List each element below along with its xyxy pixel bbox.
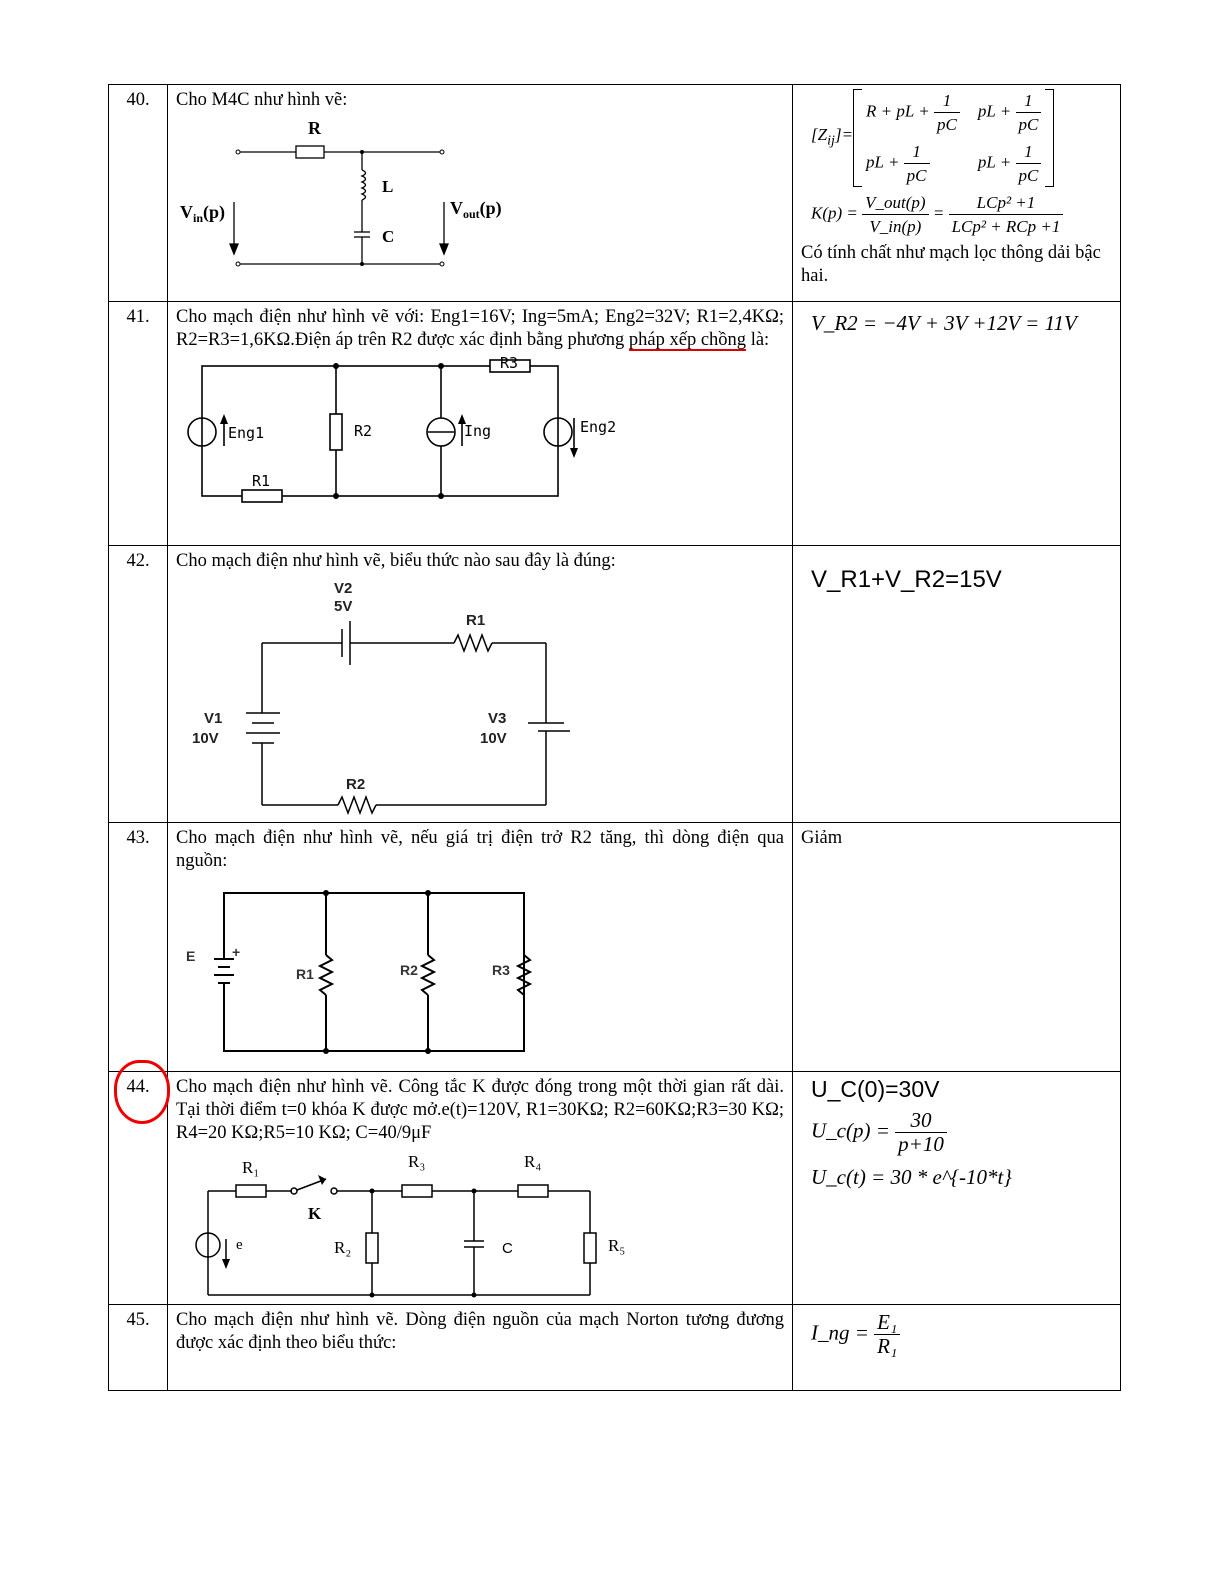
question-row-44 [109,1072,1121,1305]
label-r2: R2 [400,962,418,978]
label-C: C [382,227,395,246]
question-cell [168,823,793,1072]
answer-note: Có tính chất như mạch lọc thông dải bậc hai. [801,243,1101,286]
label-r2: R2 [354,422,373,440]
circuit-diagram-40 [176,116,536,276]
question-number: 40. [109,85,168,302]
label-r2: R2 [346,776,366,793]
question-number: 45. [109,1305,168,1391]
question-text: Cho mạch điện như hình vẽ. Công tắc K được đóng trong một thời gian rất dài. Tại thời điểm t=0 khóa K được mở.e(t)=120V, R1=30KΩ; R2=60KΩ;R3=30 KΩ; R4=20 KΩ;R5=10 KΩ; C=40/9μF [176,1077,784,1143]
question-cell [168,1305,793,1391]
question-row-40 [109,85,1121,302]
circuit-diagram-43 [176,877,576,1057]
answer-uct: U_c(t) = 30 * e^{-10*t} [811,1165,1012,1189]
label-R: R [308,118,321,138]
question-row-41 [109,302,1121,546]
label-vout: $V_{out}(p)$ [450,198,502,221]
question-text: Cho M4C như hình vẽ: [176,90,348,110]
label-r4: R₄ [524,1152,542,1171]
question-text: Cho mạch điện như hình vẽ, nếu giá trị điện trở R2 tăng, thì dòng điện qua nguồn: [176,828,784,871]
label-v2-value: 5V [334,598,353,615]
label-v2: V2 [334,580,353,597]
question-text: Cho mạch điện như hình vẽ với: Eng1=16V; Ing=5mA; Eng2=32V; R1=2,4KΩ; R2=R3=1,6KΩ.Điện áp trên R2 được xác định bằng phương pháp xếp chồng là: [176,307,784,350]
question-text: Cho mạch điện như hình vẽ. Dòng điện nguồn của mạch Norton tương đương được xác định theo biểu thức: [176,1310,784,1353]
answer-cell [793,85,1121,302]
label-r1: R1 [296,966,314,982]
question-cell [168,302,793,546]
label-ing: Ing [464,422,492,440]
label-r3: R3 [492,962,510,978]
label-e: E [186,948,196,964]
answer-formula: V_R1+V_R2=15V [811,566,1002,593]
answer-ucp: U_c(p) = $\frac{30}{p+10}$ [811,1109,1112,1156]
label-plus: + [232,944,241,960]
label-L: L [382,177,394,196]
question-row-42 [109,546,1121,823]
answer-cell [793,1072,1121,1305]
circuit-diagram-44 [176,1149,636,1299]
circuit-diagram-42 [176,577,596,807]
circuit-diagram-41 [176,354,617,506]
question-row-43 [109,823,1121,1072]
question-number: 43. [109,823,168,1072]
answer-cell [793,1305,1121,1391]
answer-cell [793,546,1121,823]
answer-cell [793,823,1121,1072]
label-vin: $V_{in}(p)$ [180,202,226,225]
question-text: Cho mạch điện như hình vẽ, biểu thức nào sau đây là đúng: [176,551,616,571]
label-v3-value: 10V [480,730,507,747]
label-eng2: Eng2 [580,418,617,436]
matrix-body: R + pL + $\frac{1}{pC}$ pL + $\frac{1}{pC}$ pL + $\frac{1}{pC}$ pL + $\frac{1}{pC}$ [862,89,1045,187]
matrix-bracket-right [1045,89,1054,187]
transfer-function: K(p) = $\frac{\text{V\_out(p)}}{V\_in(p)}$ = $\frac{\text{LCp² +1}}{\text{LCp² + RCp +1}}$ [811,191,1112,238]
question-number: 42. [109,546,168,823]
label-v1-value: 10V [192,730,219,747]
impedance-matrix [811,89,1054,187]
label-v1: V1 [204,710,223,727]
label-r3: R₃ [408,1152,426,1171]
answer-uc0: U_C(0)=30V [811,1076,940,1102]
label-r3: R3 [500,354,519,372]
label-r2: R₂ [334,1238,352,1257]
question-cell [168,85,793,302]
label-r1: R1 [466,612,486,629]
question-row-45 [109,1305,1121,1391]
matrix-bracket-left [853,89,862,187]
question-table [108,84,1121,1391]
answer-text: Giảm [801,828,843,848]
answer-formula: I_ng = $\frac{\text{E₁}}{\text{R₁}}$ [811,1311,1112,1358]
label-e: e [236,1237,243,1253]
label-c: C [502,1240,513,1257]
underlined-phrase: pháp xếp chồng [628,330,747,350]
answer-formula: V_R2 = −4V + 3V +12V = 11V [811,311,1077,335]
question-cell [168,1072,793,1305]
answer-cell [793,302,1121,546]
label-r1: R₁ [242,1158,260,1177]
red-circle-annotation [114,1060,170,1124]
question-cell [168,546,793,823]
label-k: K [308,1204,322,1223]
label-r5: R₅ [608,1236,626,1255]
question-number: 41. [109,302,168,546]
matrix-label: $[Z_{ij}]=$ [811,125,854,149]
label-v3: V3 [488,710,507,727]
question-number: 44. [109,1072,168,1305]
label-r1: R1 [252,472,271,490]
label-eng1: Eng1 [228,424,265,442]
